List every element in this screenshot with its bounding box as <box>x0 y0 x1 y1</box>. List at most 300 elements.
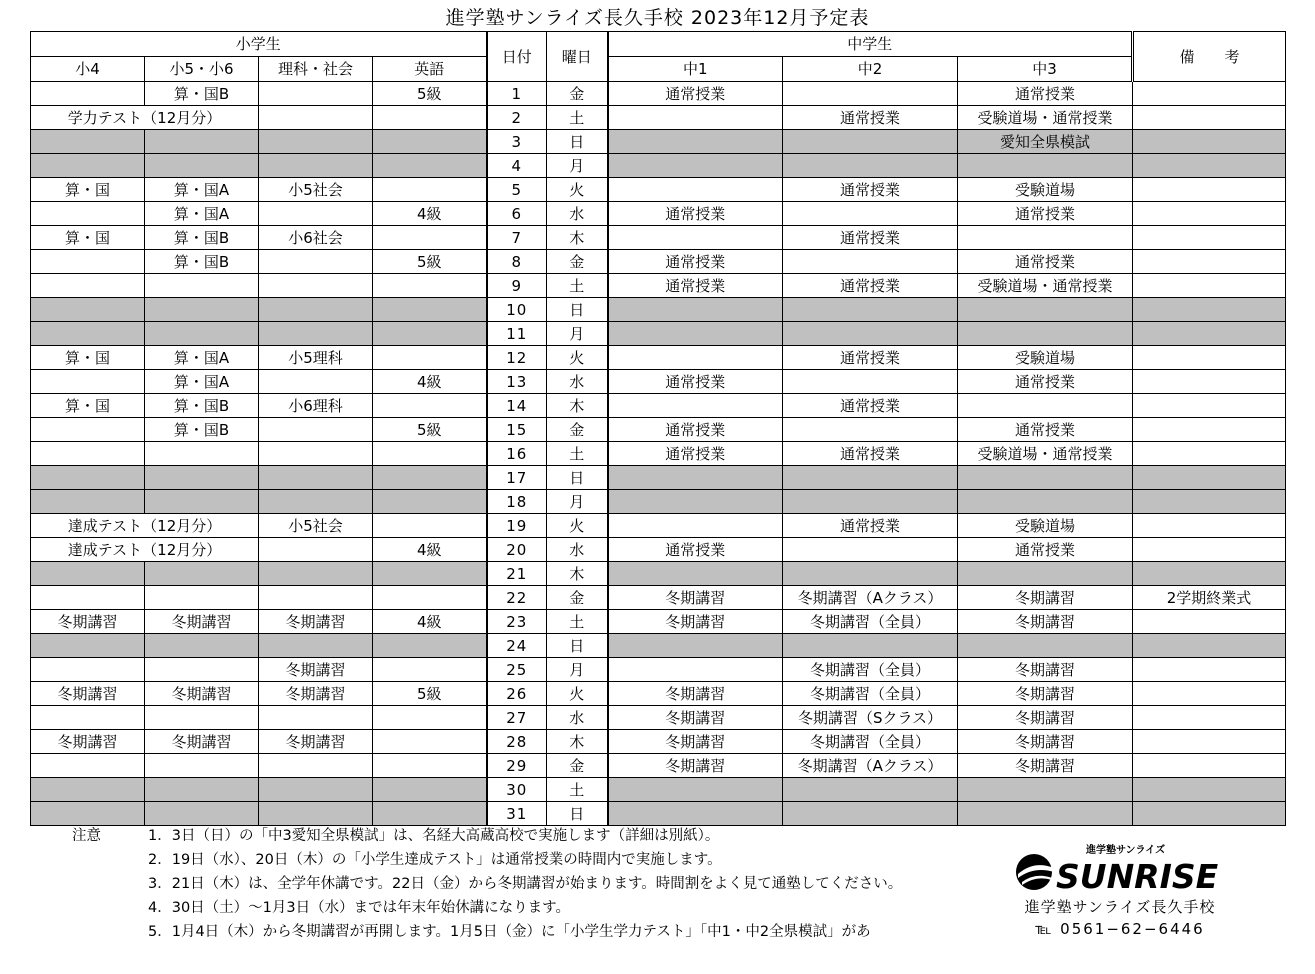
cell-date: 16 <box>487 442 547 466</box>
cell-science-social <box>259 250 373 274</box>
cell-sho56 <box>145 490 259 514</box>
table-row <box>31 754 1286 778</box>
table-row <box>31 706 1286 730</box>
cell-chu3: 受験道場・通常授業 <box>958 106 1133 130</box>
cell-english <box>373 346 487 370</box>
cell-chu2 <box>783 490 958 514</box>
cell-date: 11 <box>487 322 547 346</box>
cell-date: 6 <box>487 202 547 226</box>
cell-remarks <box>1133 202 1286 226</box>
cell-date: 21 <box>487 562 547 586</box>
page-title: 進学塾サンライズ長久手校 2023年12月予定表 <box>445 7 870 29</box>
note-item: 2．19日（水）、20日（木）の「小学生達成テスト」は通常授業の時間内で実施します。 <box>148 852 722 868</box>
cell-english <box>373 706 487 730</box>
header-middle: 中学生 <box>608 32 1133 57</box>
cell-science-social <box>259 562 373 586</box>
cell-chu1: 冬期講習 <box>608 706 783 730</box>
cell-weekday: 木 <box>547 226 608 250</box>
cell-english <box>373 586 487 610</box>
cell-chu2 <box>783 202 958 226</box>
cell-chu3: 冬期講習 <box>958 754 1133 778</box>
table-row <box>31 658 1286 682</box>
cell-chu1 <box>608 178 783 202</box>
cell-english <box>373 154 487 178</box>
cell-date: 12 <box>487 346 547 370</box>
cell-science-social: 小5社会 <box>259 514 373 538</box>
cell-science-social <box>259 202 373 226</box>
cell-date: 5 <box>487 178 547 202</box>
cell-science-social <box>259 706 373 730</box>
header-date: 日付 <box>487 32 547 82</box>
cell-date: 18 <box>487 490 547 514</box>
cell-remarks <box>1133 442 1286 466</box>
table-row <box>31 154 1286 178</box>
cell-chu3: 冬期講習 <box>958 658 1133 682</box>
cell-science-social <box>259 274 373 298</box>
cell-date: 22 <box>487 586 547 610</box>
cell-remarks <box>1133 538 1286 562</box>
cell-chu3: 受験道場 <box>958 514 1133 538</box>
cell-english: 5級 <box>373 82 487 106</box>
cell-date: 23 <box>487 610 547 634</box>
cell-date: 19 <box>487 514 547 538</box>
cell-chu3: 愛知全県模試 <box>958 130 1133 154</box>
cell-date: 9 <box>487 274 547 298</box>
cell-chu2 <box>783 466 958 490</box>
cell-sho4 <box>31 802 145 826</box>
cell-chu3: 受験道場・通常授業 <box>958 274 1133 298</box>
cell-chu1 <box>608 634 783 658</box>
cell-remarks <box>1133 634 1286 658</box>
cell-english <box>373 514 487 538</box>
cell-chu3: 通常授業 <box>958 202 1133 226</box>
sunrise-logo <box>1010 838 1230 898</box>
table-row <box>31 442 1286 466</box>
table-row <box>31 130 1286 154</box>
cell-weekday: 水 <box>547 202 608 226</box>
cell-chu1: 冬期講習 <box>608 610 783 634</box>
cell-chu1 <box>608 490 783 514</box>
cell-remarks <box>1133 82 1286 106</box>
cell-science-social <box>259 82 373 106</box>
school-name: 進学塾サンライズ長久手校 <box>1024 898 1216 916</box>
table-row <box>31 298 1286 322</box>
cell-chu3: 受験道場・通常授業 <box>958 442 1133 466</box>
cell-english <box>373 226 487 250</box>
notes-list <box>72 824 902 944</box>
cell-chu2 <box>783 154 958 178</box>
cell-weekday: 金 <box>547 418 608 442</box>
cell-remarks <box>1133 778 1286 802</box>
cell-sho56: 冬期講習 <box>145 730 259 754</box>
cell-sho4: 算・国 <box>31 178 145 202</box>
cell-chu3: 通常授業 <box>958 538 1133 562</box>
cell-chu2 <box>783 778 958 802</box>
cell-sho4 <box>31 130 145 154</box>
cell-remarks <box>1133 610 1286 634</box>
cell-chu1: 通常授業 <box>608 538 783 562</box>
cell-elementary-combined: 達成テスト（12月分） <box>31 514 259 538</box>
header-chu3: 中3 <box>958 57 1133 82</box>
note-item: 3．21日（木）は、全学年休講です。22日（金）から冬期講習が始まります。時間割をよく見て通塾してください。 <box>148 876 903 892</box>
cell-chu3: 冬期講習 <box>958 706 1133 730</box>
cell-sho56 <box>145 802 259 826</box>
cell-date: 3 <box>487 130 547 154</box>
cell-sho56 <box>145 562 259 586</box>
cell-chu3: 冬期講習 <box>958 610 1133 634</box>
cell-english: 4級 <box>373 610 487 634</box>
table-row <box>31 562 1286 586</box>
cell-weekday: 月 <box>547 490 608 514</box>
cell-science-social <box>259 778 373 802</box>
cell-weekday: 日 <box>547 802 608 826</box>
cell-sho4 <box>31 466 145 490</box>
cell-sho4 <box>31 562 145 586</box>
cell-date: 14 <box>487 394 547 418</box>
cell-remarks <box>1133 226 1286 250</box>
cell-science-social <box>259 754 373 778</box>
cell-sho56 <box>145 130 259 154</box>
cell-date: 15 <box>487 418 547 442</box>
cell-english <box>373 490 487 514</box>
cell-chu3 <box>958 490 1133 514</box>
note-item: 5．1月4日（木）から冬期講習が再開します。1月5日（金）に「小学生学力テスト」「中1・中2全県模試」があ <box>148 924 871 940</box>
cell-chu1 <box>608 514 783 538</box>
cell-english <box>373 106 487 130</box>
cell-remarks: 2学期終業式 <box>1133 586 1286 610</box>
cell-science-social <box>259 466 373 490</box>
cell-chu1 <box>608 322 783 346</box>
cell-remarks <box>1133 130 1286 154</box>
cell-science-social <box>259 442 373 466</box>
cell-chu2: 通常授業 <box>783 346 958 370</box>
cell-remarks <box>1133 754 1286 778</box>
cell-english: 4級 <box>373 370 487 394</box>
cell-chu2: 通常授業 <box>783 514 958 538</box>
cell-chu3 <box>958 778 1133 802</box>
cell-chu3 <box>958 802 1133 826</box>
cell-chu1: 通常授業 <box>608 274 783 298</box>
cell-sho4 <box>31 82 145 106</box>
cell-date: 1 <box>487 82 547 106</box>
cell-chu2: 冬期講習（全員） <box>783 682 958 706</box>
cell-remarks <box>1133 274 1286 298</box>
cell-chu1: 通常授業 <box>608 202 783 226</box>
cell-chu2: 通常授業 <box>783 442 958 466</box>
cell-sho4 <box>31 202 145 226</box>
cell-chu2 <box>783 802 958 826</box>
cell-chu2 <box>783 634 958 658</box>
cell-sho4: 冬期講習 <box>31 610 145 634</box>
cell-remarks <box>1133 514 1286 538</box>
table-row <box>31 514 1286 538</box>
cell-sho56 <box>145 322 259 346</box>
header-english: 英語 <box>373 57 487 82</box>
schedule-body <box>31 82 1286 826</box>
cell-english <box>373 322 487 346</box>
cell-sho56: 算・国A <box>145 346 259 370</box>
table-row <box>31 178 1286 202</box>
cell-english <box>373 298 487 322</box>
cell-weekday: 土 <box>547 778 608 802</box>
cell-sho56: 冬期講習 <box>145 682 259 706</box>
cell-sho56 <box>145 298 259 322</box>
cell-date: 17 <box>487 466 547 490</box>
cell-chu2: 冬期講習（全員） <box>783 658 958 682</box>
cell-english <box>373 634 487 658</box>
cell-sho56: 算・国B <box>145 82 259 106</box>
cell-chu2 <box>783 322 958 346</box>
cell-chu2: 通常授業 <box>783 394 958 418</box>
cell-english <box>373 394 487 418</box>
cell-sho4 <box>31 418 145 442</box>
table-row <box>31 802 1286 826</box>
cell-chu1: 冬期講習 <box>608 730 783 754</box>
cell-chu2 <box>783 418 958 442</box>
table-row <box>31 610 1286 634</box>
cell-weekday: 土 <box>547 442 608 466</box>
cell-chu1 <box>608 394 783 418</box>
cell-english <box>373 274 487 298</box>
header-sho4: 小4 <box>31 57 145 82</box>
cell-date: 2 <box>487 106 547 130</box>
cell-chu1 <box>608 466 783 490</box>
cell-sho4 <box>31 442 145 466</box>
cell-science-social <box>259 538 373 562</box>
cell-sho56 <box>145 466 259 490</box>
cell-weekday: 日 <box>547 634 608 658</box>
cell-science-social: 小6社会 <box>259 226 373 250</box>
cell-weekday: 土 <box>547 610 608 634</box>
cell-chu3: 通常授業 <box>958 82 1133 106</box>
cell-chu3 <box>958 322 1133 346</box>
cell-chu1 <box>608 346 783 370</box>
cell-chu2 <box>783 250 958 274</box>
cell-chu2 <box>783 130 958 154</box>
cell-sho56 <box>145 274 259 298</box>
cell-english: 4級 <box>373 538 487 562</box>
cell-sho56: 算・国B <box>145 394 259 418</box>
table-row <box>31 418 1286 442</box>
cell-english <box>373 442 487 466</box>
note-item: 4．30日（土）～1月3日（水）までは年末年始休講になります。 <box>148 900 570 916</box>
header-sho56: 小5・小6 <box>145 57 259 82</box>
cell-weekday: 土 <box>547 274 608 298</box>
cell-sho4 <box>31 490 145 514</box>
cell-sho4 <box>31 298 145 322</box>
cell-chu2 <box>783 370 958 394</box>
cell-chu2: 冬期講習（Aクラス） <box>783 586 958 610</box>
cell-science-social <box>259 418 373 442</box>
cell-sho56: 算・国A <box>145 370 259 394</box>
cell-weekday: 水 <box>547 538 608 562</box>
cell-sho4 <box>31 322 145 346</box>
cell-sho4 <box>31 274 145 298</box>
cell-science-social <box>259 154 373 178</box>
table-row <box>31 106 1286 130</box>
cell-remarks <box>1133 106 1286 130</box>
cell-sho4 <box>31 370 145 394</box>
cell-chu3: 受験道場 <box>958 178 1133 202</box>
cell-science-social <box>259 490 373 514</box>
cell-science-social: 小6理科 <box>259 394 373 418</box>
cell-english: 4級 <box>373 202 487 226</box>
cell-english <box>373 130 487 154</box>
cell-sho4 <box>31 658 145 682</box>
cell-science-social: 冬期講習 <box>259 658 373 682</box>
cell-chu2: 冬期講習（Sクラス） <box>783 706 958 730</box>
cell-weekday: 日 <box>547 130 608 154</box>
cell-chu3 <box>958 298 1133 322</box>
cell-weekday: 月 <box>547 154 608 178</box>
cell-sho56 <box>145 778 259 802</box>
cell-date: 27 <box>487 706 547 730</box>
cell-chu1: 通常授業 <box>608 250 783 274</box>
cell-elementary-combined: 学力テスト（12月分） <box>31 106 259 130</box>
cell-science-social: 冬期講習 <box>259 730 373 754</box>
cell-sho4 <box>31 634 145 658</box>
header-chu1: 中1 <box>608 57 783 82</box>
cell-sho56 <box>145 586 259 610</box>
notes-label: 注意 <box>72 828 101 844</box>
cell-chu2 <box>783 82 958 106</box>
cell-weekday: 金 <box>547 586 608 610</box>
header-chu2: 中2 <box>783 57 958 82</box>
cell-sho56 <box>145 442 259 466</box>
cell-chu1: 通常授業 <box>608 418 783 442</box>
cell-english <box>373 730 487 754</box>
cell-remarks <box>1133 706 1286 730</box>
cell-chu1: 冬期講習 <box>608 586 783 610</box>
cell-chu2: 冬期講習（全員） <box>783 730 958 754</box>
cell-chu3 <box>958 226 1133 250</box>
header-remarks: 備 考 <box>1133 32 1286 82</box>
cell-date: 4 <box>487 154 547 178</box>
cell-date: 28 <box>487 730 547 754</box>
cell-english <box>373 754 487 778</box>
cell-date: 7 <box>487 226 547 250</box>
cell-sho56: 算・国A <box>145 178 259 202</box>
cell-sho56 <box>145 658 259 682</box>
cell-sho4 <box>31 250 145 274</box>
cell-weekday: 火 <box>547 346 608 370</box>
cell-date: 13 <box>487 370 547 394</box>
cell-chu2: 通常授業 <box>783 106 958 130</box>
cell-weekday: 日 <box>547 466 608 490</box>
cell-sho4 <box>31 706 145 730</box>
cell-weekday: 月 <box>547 322 608 346</box>
cell-chu1 <box>608 298 783 322</box>
cell-remarks <box>1133 802 1286 826</box>
cell-remarks <box>1133 682 1286 706</box>
cell-weekday: 火 <box>547 178 608 202</box>
cell-english <box>373 658 487 682</box>
cell-sho56 <box>145 634 259 658</box>
cell-remarks <box>1133 466 1286 490</box>
cell-science-social <box>259 634 373 658</box>
cell-remarks <box>1133 490 1286 514</box>
table-row <box>31 634 1286 658</box>
cell-chu1 <box>608 154 783 178</box>
cell-sho4 <box>31 778 145 802</box>
cell-english: 5級 <box>373 682 487 706</box>
cell-remarks <box>1133 178 1286 202</box>
table-row <box>31 682 1286 706</box>
table-row <box>31 586 1286 610</box>
cell-date: 25 <box>487 658 547 682</box>
cell-date: 30 <box>487 778 547 802</box>
cell-science-social <box>259 586 373 610</box>
cell-english <box>373 466 487 490</box>
cell-remarks <box>1133 370 1286 394</box>
table-row <box>31 274 1286 298</box>
cell-weekday: 金 <box>547 250 608 274</box>
cell-weekday: 土 <box>547 106 608 130</box>
cell-sho4: 算・国 <box>31 394 145 418</box>
cell-chu1 <box>608 778 783 802</box>
cell-science-social <box>259 802 373 826</box>
cell-english: 5級 <box>373 250 487 274</box>
cell-weekday: 火 <box>547 514 608 538</box>
cell-english <box>373 802 487 826</box>
table-row <box>31 250 1286 274</box>
cell-chu2 <box>783 562 958 586</box>
header-elementary: 小学生 <box>31 32 487 57</box>
header-science-social: 理科・社会 <box>259 57 373 82</box>
table-row <box>31 322 1286 346</box>
cell-sho4: 算・国 <box>31 226 145 250</box>
cell-chu3: 受験道場 <box>958 346 1133 370</box>
table-row <box>31 370 1286 394</box>
cell-science-social <box>259 370 373 394</box>
phone-number: ℡ 0561−62−6446 <box>1035 920 1205 938</box>
cell-science-social: 小5理科 <box>259 346 373 370</box>
cell-remarks <box>1133 298 1286 322</box>
cell-sho4 <box>31 754 145 778</box>
cell-weekday: 火 <box>547 682 608 706</box>
cell-chu3 <box>958 466 1133 490</box>
cell-chu2: 通常授業 <box>783 178 958 202</box>
cell-date: 8 <box>487 250 547 274</box>
table-row <box>31 490 1286 514</box>
cell-chu2: 通常授業 <box>783 274 958 298</box>
cell-remarks <box>1133 154 1286 178</box>
cell-chu1: 通常授業 <box>608 82 783 106</box>
cell-chu1 <box>608 802 783 826</box>
cell-chu2: 冬期講習（Aクラス） <box>783 754 958 778</box>
table-row <box>31 202 1286 226</box>
cell-sho4 <box>31 154 145 178</box>
cell-weekday: 木 <box>547 394 608 418</box>
cell-sho4: 冬期講習 <box>31 682 145 706</box>
cell-sho56 <box>145 706 259 730</box>
cell-chu1: 冬期講習 <box>608 682 783 706</box>
cell-weekday: 木 <box>547 730 608 754</box>
cell-remarks <box>1133 562 1286 586</box>
cell-sho4: 冬期講習 <box>31 730 145 754</box>
cell-science-social <box>259 106 373 130</box>
table-row <box>31 778 1286 802</box>
cell-remarks <box>1133 394 1286 418</box>
cell-elementary-combined: 達成テスト（12月分） <box>31 538 259 562</box>
cell-english <box>373 562 487 586</box>
cell-science-social <box>259 130 373 154</box>
table-row <box>31 394 1286 418</box>
cell-date: 31 <box>487 802 547 826</box>
cell-weekday: 金 <box>547 82 608 106</box>
cell-date: 10 <box>487 298 547 322</box>
cell-chu3: 通常授業 <box>958 418 1133 442</box>
